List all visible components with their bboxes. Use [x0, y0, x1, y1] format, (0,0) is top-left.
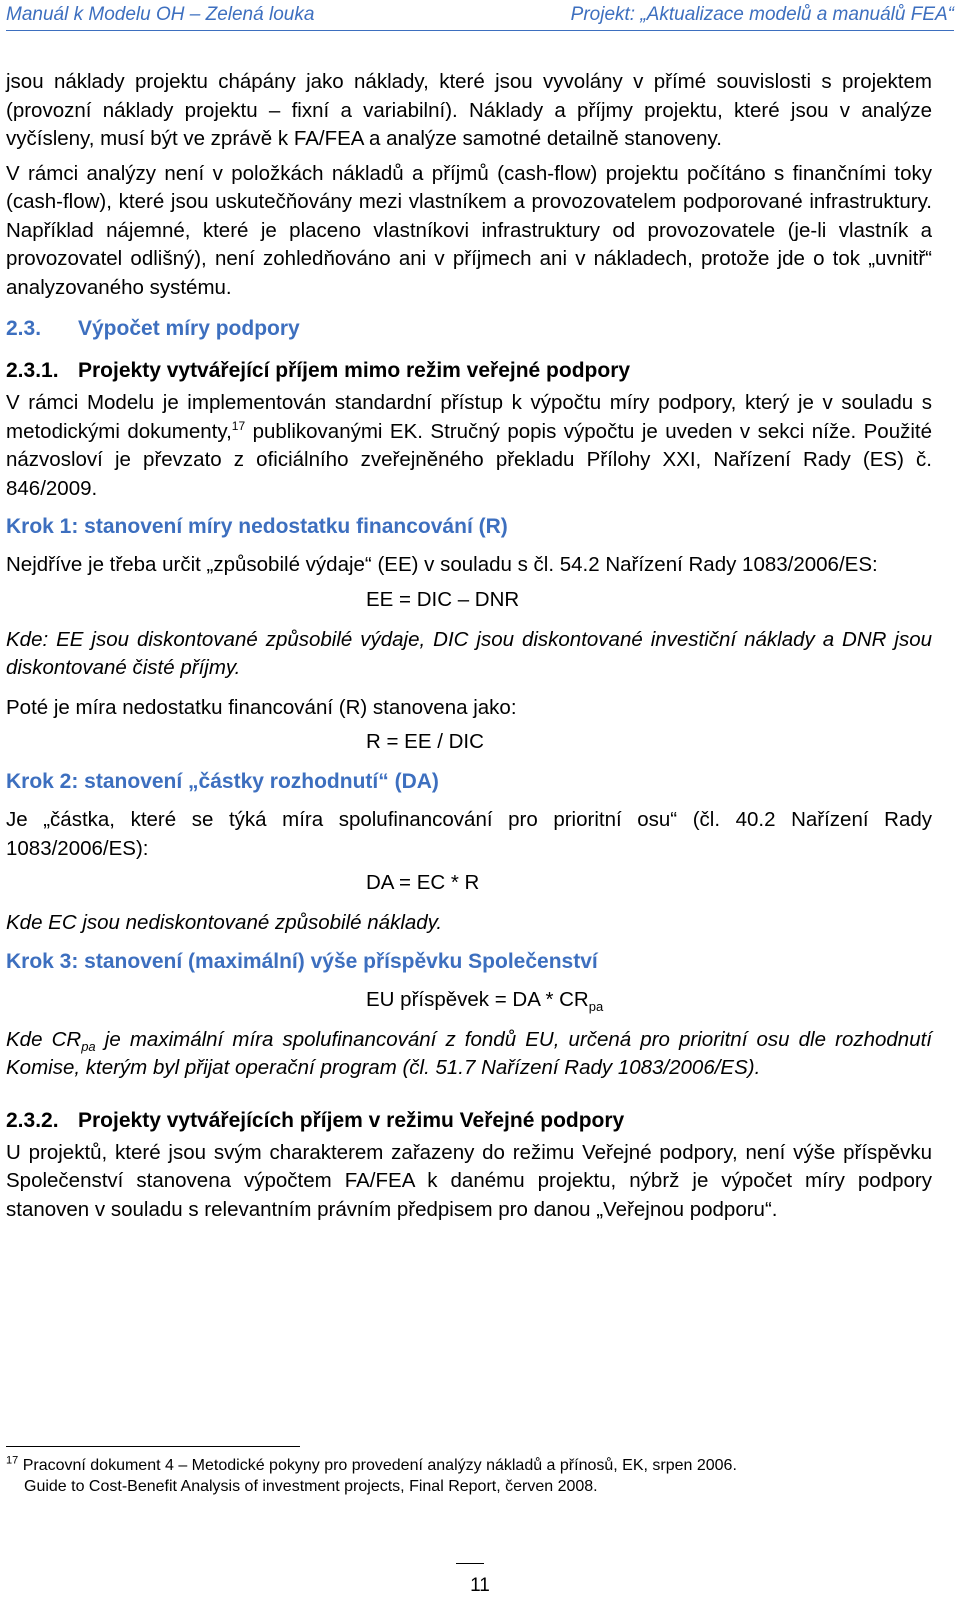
formula: DA = EC * R	[366, 871, 480, 894]
footnote-mark: 17	[6, 1454, 19, 1467]
paragraph-text: je maximální míra spolufinancování z fondů EU, určená pro prioritní osu dle rozhodnutí Komise, kterým byl přijat operační program (čl. 51.7 Nařízení Rady 1083/2006/ES).	[6, 1027, 932, 1079]
footnote-separator	[6, 1446, 300, 1447]
subsection-number: 2.3.2.	[6, 1108, 59, 1132]
section-heading	[6, 315, 932, 343]
subsection-title: Projekty vytvářejících příjem v režimu Veřejné podpory	[78, 1108, 625, 1132]
header-right: Projekt: „Aktualizace modelů a manuálů FEA“	[570, 4, 954, 25]
footnote-line	[6, 1455, 932, 1476]
footnote-reference[interactable]: 17	[231, 418, 246, 433]
step-heading: Krok 3: stanovení (maximální) výše příspěvku Společenství	[6, 949, 598, 973]
document-body	[6, 68, 932, 1224]
formula	[6, 986, 932, 1014]
formula-subscript: pa	[588, 998, 604, 1014]
paragraph: jsou náklady projektu chápány jako náklady, které jsou vyvolány v přímé souvislosti s projektem (provozní náklady projektu – fixní a variabilní). Náklady a příjmy projektu, které jsou v analýze vyčísleny, musí být ve zprávě k FA/FEA a analýze samotné detailně stanoveny.	[6, 70, 932, 150]
section-number: 2.3.	[6, 317, 42, 340]
formula-text: EU příspěvek = DA * CR	[366, 987, 589, 1011]
subsection-number: 2.3.1.	[6, 359, 59, 382]
paragraph	[6, 389, 932, 503]
subscript: pa	[81, 1038, 96, 1054]
paragraph: Poté je míra nedostatku financování (R) stanovena jako:	[6, 695, 517, 719]
step-heading: Krok 2: stanovení „částky rozhodnutí“ (DA)	[6, 770, 439, 793]
page-header	[6, 2, 954, 31]
page-number-rule	[456, 1563, 484, 1564]
subsection-heading	[6, 1107, 932, 1135]
formula: R = EE / DIC	[366, 730, 484, 753]
formula: EE = DIC – DNR	[366, 587, 520, 611]
formula-explanation: Kde EC jsou nediskontované způsobilé náklady.	[6, 911, 443, 934]
subsection-title: Projekty vytvářející příjem mimo režim veřejné podpory	[78, 359, 631, 382]
section-title: Výpočet míry podpory	[78, 317, 300, 340]
paragraph-text: V rámci Modelu je implementován standardní přístup k výpočtu míry podpory, který je v souladu s metodickými dokumenty,	[6, 391, 932, 443]
paragraph: U projektů, které jsou svým charakterem zařazeny do režimu Veřejné podpory, není výše příspěvku Společenství stanovena výpočtem FA/FEA k danému projektu, nýbrž je výpočet míry podpory stanoven v souladu s relevantním právním předpisem pro danou „Veřejnou podporu“.	[6, 1140, 932, 1221]
footnote-text: Pracovní dokument 4 – Metodické pokyny pro provedení analýzy nákladů a přínosů, EK, srpen 2006.	[18, 1457, 737, 1474]
step-heading: Krok 1: stanovení míry nedostatku financování (R)	[6, 515, 508, 538]
formula-explanation	[6, 1026, 932, 1083]
paragraph: V rámci analýzy není v položkách nákladů a příjmů (cash-flow) projektu počítáno s finančními toky (cash-flow), které jsou uskutečňovány mezi vlastníkem a provozovatelem podporované infrastruktury. Například nájemné, které je placeno vlastníkovi infrastruktury od provozovatele (je-li vlastník a provozovatel odlišný), není zohledňováno ani v příjmech ani v nákladech, protože jde o tok „uvnitř“ analyzovaného systému.	[6, 161, 932, 299]
paragraph-text: Kde CR	[6, 1027, 82, 1051]
formula-explanation: Kde: EE jsou diskontované způsobilé výdaje, DIC jsou diskontované investiční náklady a DNR jsou diskontované čisté příjmy.	[6, 627, 932, 679]
paragraph: Nejdříve je třeba určit „způsobilé výdaje“ (EE) v souladu s čl. 54.2 Nařízení Rady 1083/2006/ES:	[6, 553, 878, 576]
footnote-line: Guide to Cost-Benefit Analysis of investment projects, Final Report, červen 2008.	[24, 1478, 598, 1495]
paragraph-text: publikovanými EK. Stručný popis výpočtu je uveden v sekci níže. Použité názvosloví je převzato z oficiálního zveřejněného překladu Přílohy XXI, Nařízení Rady (ES) č. 846/2009.	[6, 419, 932, 500]
paragraph: Je „částka, které se týká míra spolufinancování pro prioritní osu“ (čl. 40.2 Nařízení Rady 1083/2006/ES):	[6, 808, 932, 860]
subsection-heading	[6, 357, 932, 385]
header-left: Manuál k Modelu OH – Zelená louka	[6, 4, 315, 25]
footnote	[6, 1455, 932, 1497]
page-number: 11	[470, 1575, 490, 1596]
